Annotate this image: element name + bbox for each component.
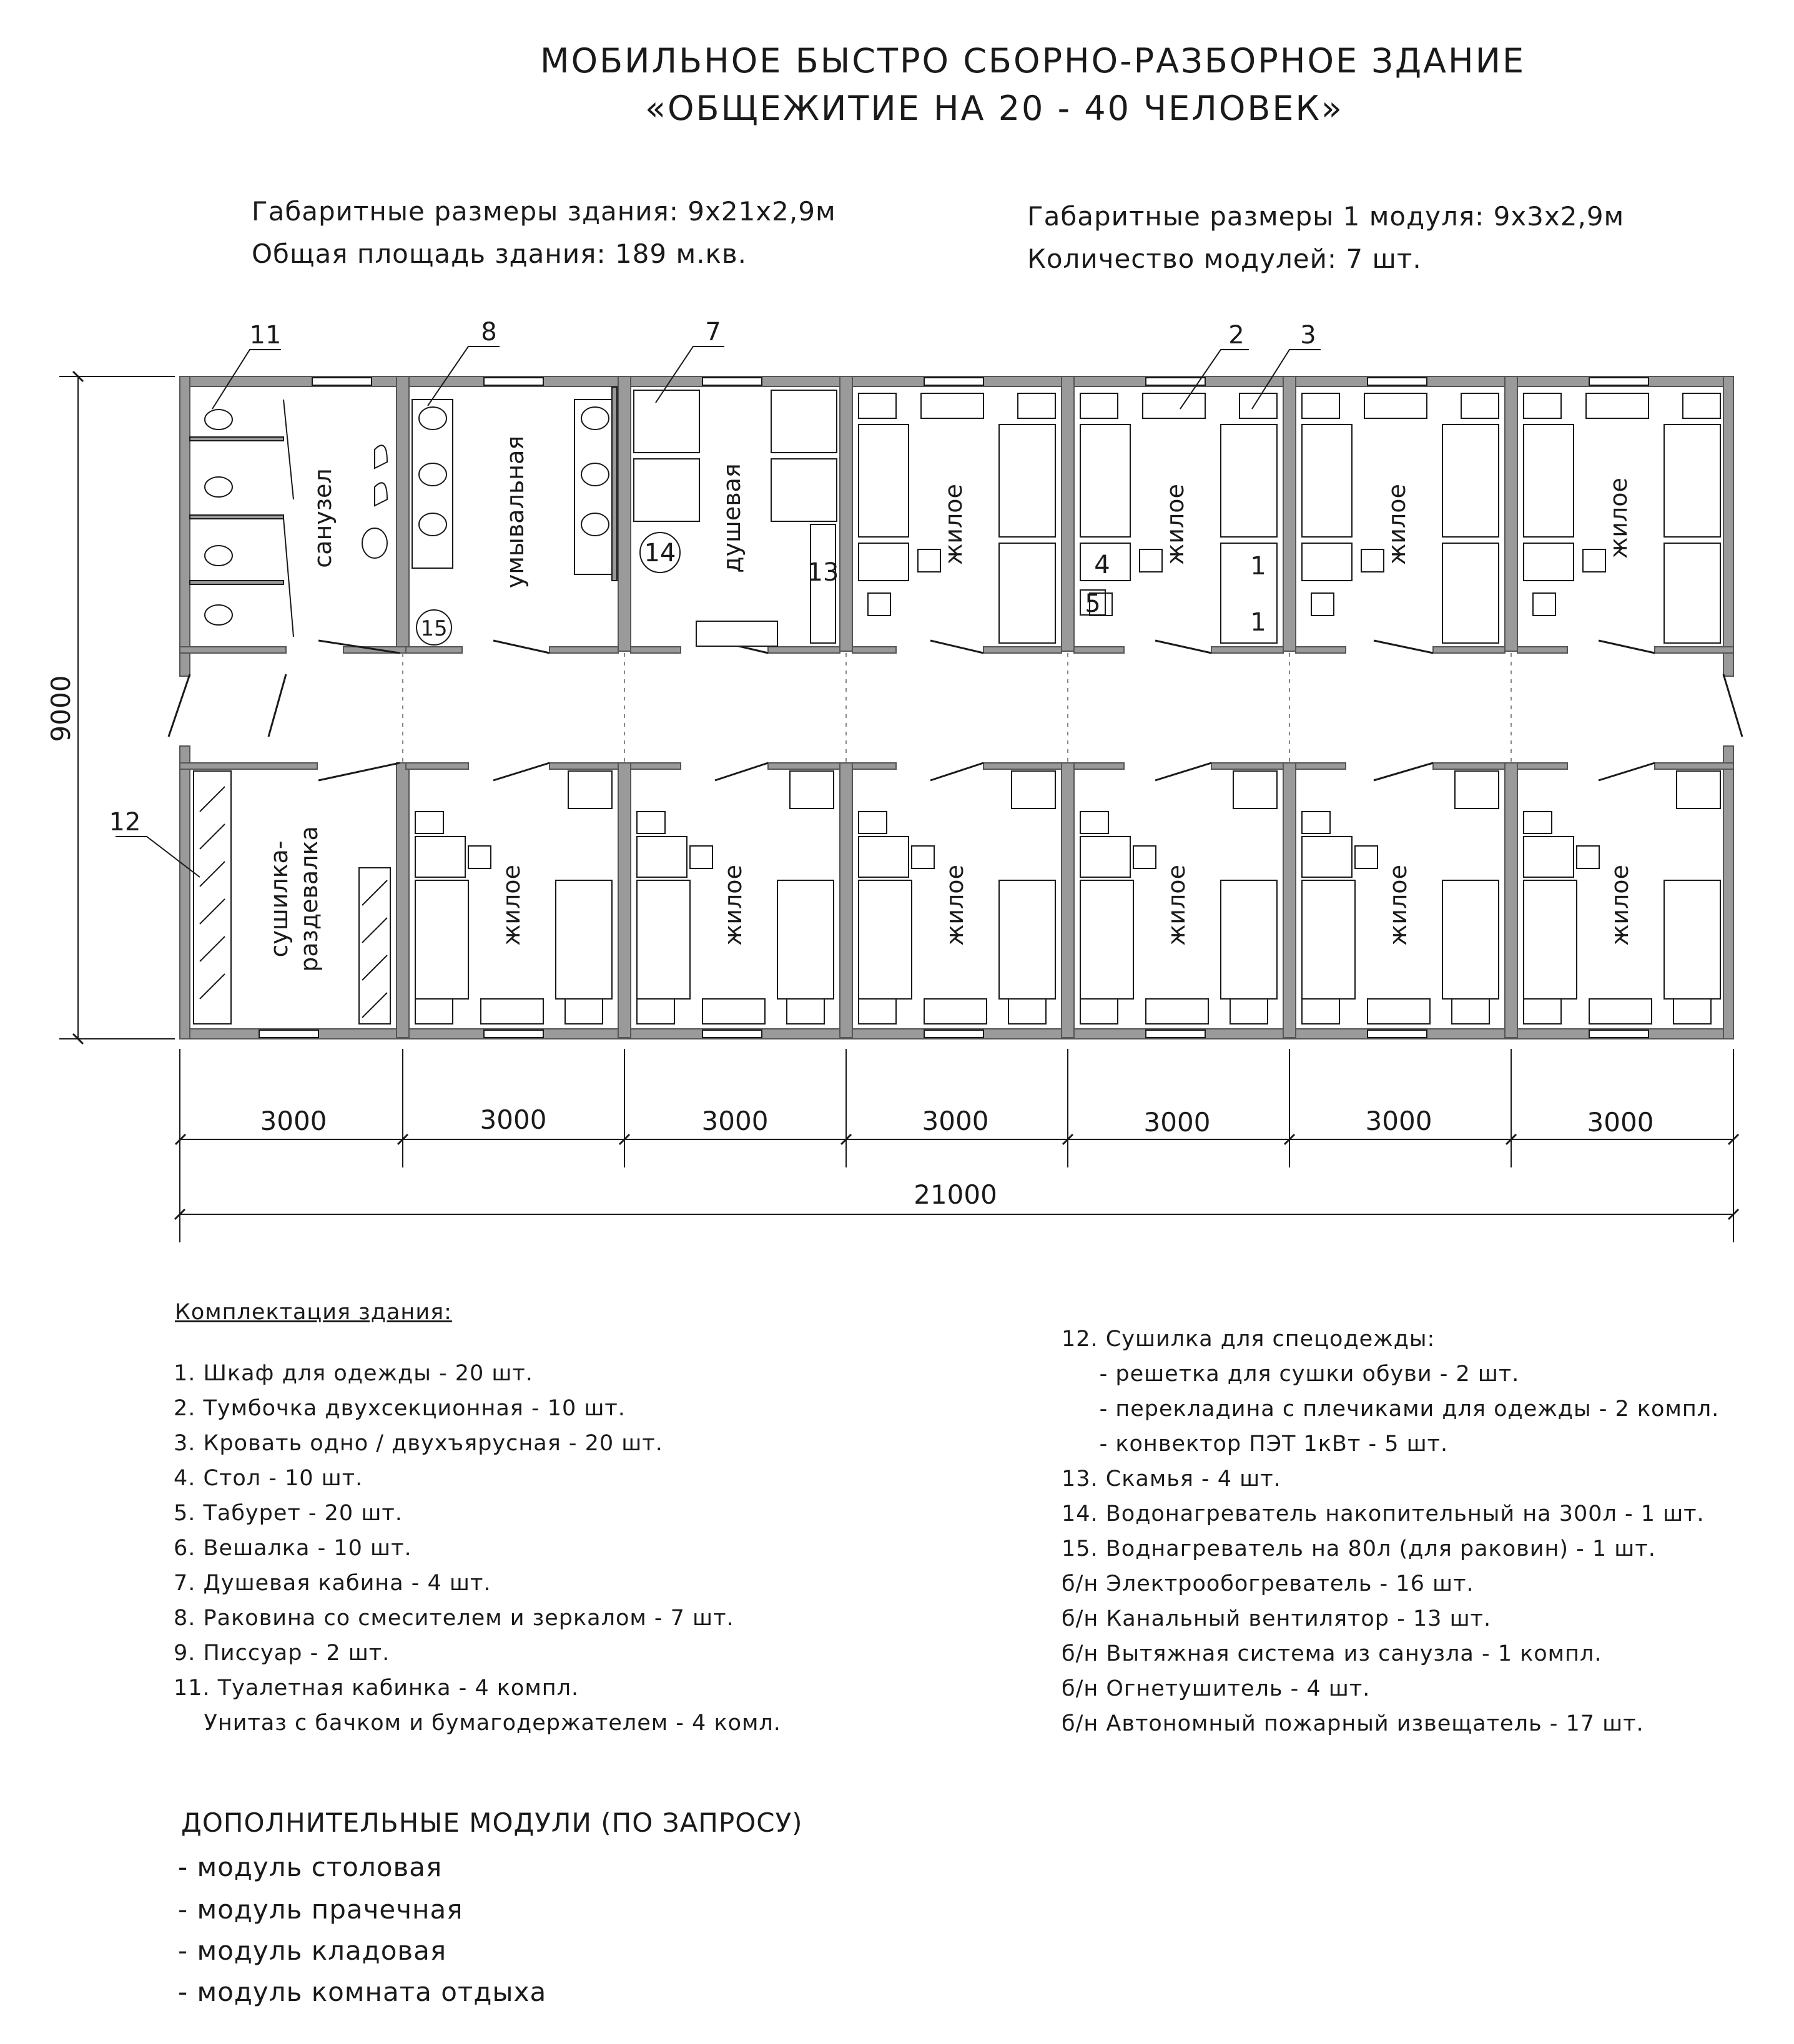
room-label-zhiloe-l3: жилое bbox=[941, 865, 968, 946]
room-label-zhiloe-u3: жилое bbox=[1383, 484, 1411, 565]
room-label-umyvalnaya: умывальная bbox=[501, 435, 529, 589]
marker-14: 14 bbox=[644, 539, 676, 568]
room-label-zhiloe-l5: жилое bbox=[1384, 865, 1412, 946]
dim-module-1: 3000 bbox=[260, 1106, 327, 1136]
room-labels bbox=[265, 436, 1634, 972]
dim-module-2: 3000 bbox=[480, 1104, 547, 1135]
equipment-item: б/н Огнетушитель - 4 шт. bbox=[1062, 1676, 1371, 1701]
equipment-item: б/н Автономный пожарный извещатель - 17 шт. bbox=[1062, 1711, 1644, 1736]
equipment-item: 11. Туалетная кабинка - 4 компл. bbox=[174, 1676, 579, 1701]
room-label-zhiloe-l4: жилое bbox=[1163, 865, 1190, 946]
room-label-dushevaya: душевая bbox=[718, 463, 746, 573]
urinals bbox=[362, 445, 387, 558]
equipment-item: б/н Электрообогреватель - 16 шт. bbox=[1062, 1571, 1474, 1596]
building-dimensions: Габаритные размеры здания: 9х21х2,9м bbox=[252, 196, 836, 227]
module-count: Количество модулей: 7 шт. bbox=[1027, 243, 1422, 274]
additional-item: - модуль кладовая bbox=[178, 1935, 447, 1966]
equipment-item: 1. Шкаф для одежды - 20 шт. bbox=[174, 1361, 533, 1386]
callout-leaders bbox=[116, 346, 1321, 877]
equipment-item: 5. Табурет - 20 шт. bbox=[174, 1501, 403, 1526]
toilet-stalls bbox=[190, 400, 293, 637]
marker-1a: 1 bbox=[1250, 552, 1266, 581]
marker-13: 13 bbox=[807, 558, 839, 587]
dim-module-3: 3000 bbox=[701, 1106, 769, 1136]
room-label-zhiloe-l6: жилое bbox=[1606, 865, 1634, 946]
room-label-sushilka-1: сушилка- bbox=[265, 840, 293, 958]
callout-3: 3 bbox=[1300, 321, 1316, 350]
additional-heading: ДОПОЛНИТЕЛЬНЫЕ МОДУЛИ (ПО ЗАПРОСУ) bbox=[181, 1807, 803, 1838]
dim-depth: 9000 bbox=[46, 675, 76, 742]
callout-12: 12 bbox=[109, 808, 141, 837]
equipment-item: - конвектор ПЭТ 1кВт - 5 шт. bbox=[1062, 1432, 1449, 1457]
room-label-zhiloe-l1: жилое bbox=[498, 865, 525, 946]
dim-module-6: 3000 bbox=[1365, 1106, 1432, 1136]
dim-module-5: 3000 bbox=[1143, 1107, 1211, 1137]
equipment-item: - решетка для сушки обуви - 2 шт. bbox=[1062, 1362, 1520, 1387]
equipment-item: - перекладина с плечиками для одежды - 2 компл. bbox=[1062, 1397, 1720, 1422]
marker-4: 4 bbox=[1094, 551, 1110, 579]
equipment-item: 13. Скамья - 4 шт. bbox=[1062, 1467, 1281, 1491]
equipment-item: 7. Душевая кабина - 4 шт. bbox=[174, 1571, 491, 1596]
marker-1b: 1 bbox=[1250, 608, 1266, 637]
callout-2: 2 bbox=[1228, 321, 1244, 350]
equipment-item: 15. Воднагреватель на 80л (для раковин) - 1 шт. bbox=[1062, 1536, 1656, 1561]
callout-8: 8 bbox=[481, 318, 497, 346]
dim-module-4: 3000 bbox=[922, 1106, 989, 1136]
door-swings bbox=[169, 641, 1742, 780]
corridor-walls bbox=[180, 647, 1733, 769]
room-label-sushilka-2: раздевалка bbox=[295, 826, 323, 972]
equipment-item: 12. Сушилка для спецодежды: bbox=[1062, 1327, 1436, 1352]
equipment-heading: Комплектация здания: bbox=[175, 1300, 452, 1325]
title-line-2: «ОБЩЕЖИТИЕ НА 20 - 40 ЧЕЛОВЕК» bbox=[645, 89, 1344, 128]
equipment-item: 2. Тумбочка двухсекционная - 10 шт. bbox=[174, 1396, 626, 1421]
marker-5: 5 bbox=[1085, 589, 1101, 618]
equipment-item: Унитаз с бачком и бумагодержателем - 4 комл. bbox=[174, 1711, 781, 1736]
equipment-item: 4. Стол - 10 шт. bbox=[174, 1466, 363, 1491]
equipment-item: 9. Писсуар - 2 шт. bbox=[174, 1641, 390, 1666]
equipment-item: б/н Канальный вентилятор - 13 шт. bbox=[1062, 1606, 1492, 1631]
title-line-1: МОБИЛЬНОЕ БЫСТРО СБОРНО-РАЗБОРНОЕ ЗДАНИЕ bbox=[540, 41, 1526, 81]
room-label-zhiloe-u2: жилое bbox=[1161, 484, 1189, 565]
additional-item: - модуль комната отдыха bbox=[178, 1977, 547, 2007]
room-label-zhiloe-l2: жилое bbox=[719, 865, 747, 946]
building-area: Общая площадь здания: 189 м.кв. bbox=[252, 238, 747, 269]
callout-11: 11 bbox=[249, 321, 282, 350]
dim-total: 21000 bbox=[914, 1179, 997, 1210]
room-label-zhiloe-u4: жилое bbox=[1605, 478, 1632, 559]
room-label-zhiloe-u1: жилое bbox=[940, 484, 967, 565]
equipment-item: 8. Раковина со смесителем и зеркалом - 7 шт. bbox=[174, 1606, 734, 1631]
additional-item: - модуль столовая bbox=[178, 1852, 443, 1882]
module-dimensions: Габаритные размеры 1 модуля: 9х3х2,9м bbox=[1027, 201, 1625, 232]
equipment-item: 14. Водонагреватель накопительный на 300л - 1 шт. bbox=[1062, 1501, 1705, 1526]
equipment-item: 3. Кровать одно / двухъярусная - 20 шт. bbox=[174, 1431, 663, 1456]
room-label-sanuzel: санузел bbox=[309, 468, 337, 568]
equipment-item: 6. Вешалка - 10 шт. bbox=[174, 1536, 412, 1561]
marker-15: 15 bbox=[420, 616, 448, 641]
callout-7: 7 bbox=[705, 318, 721, 346]
dim-module-7: 3000 bbox=[1587, 1107, 1654, 1137]
additional-item: - модуль прачечная bbox=[178, 1894, 463, 1925]
equipment-item: б/н Вытяжная система из санузла - 1 компл. bbox=[1062, 1641, 1602, 1666]
